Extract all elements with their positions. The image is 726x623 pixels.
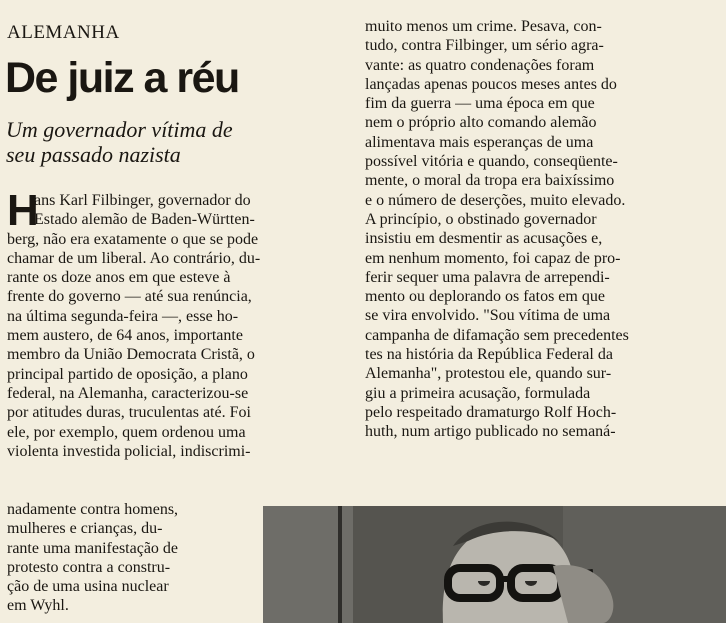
body-text-line: em nenhum momento, foi capaz de pro- [365, 249, 621, 267]
body-text-line: protesto contra a constru- [7, 558, 171, 576]
body-text-line: mem austero, de 64 anos, importante [7, 327, 243, 345]
body-text-line: em Wyhl. [7, 597, 69, 615]
body-text-line: A princípio, o obstinado governador [365, 210, 597, 228]
body-text-line: na última segunda-feira —, esse ho- [7, 307, 239, 325]
body-text-line: ção de uma usina nuclear [7, 578, 169, 596]
section-label: ALEMANHA [7, 22, 120, 43]
body-text-line: campanha de difamação sem precedentes [365, 326, 629, 344]
body-text-line: nadamente contra homens, [7, 501, 179, 518]
body-text-line: principal partido de oposição, a plano [7, 365, 248, 383]
body-text-line: alimentava mais esperanças de uma [365, 133, 594, 151]
deck-line: Um governador vítima de [6, 117, 233, 142]
body-text-line: frente do governo — até sua renúncia, [7, 288, 252, 306]
deck-line: seu passado nazista [6, 142, 181, 167]
body-column-left-continued [7, 500, 257, 616]
body-text-line: rante os doze anos em que esteve à [7, 269, 231, 287]
body-text-line: federal, na Alemanha, caracterizou-se [7, 384, 249, 402]
body-text-line: ele, por exemplo, quem ordenou uma [7, 423, 246, 441]
portrait-illustration [263, 506, 726, 623]
body-text-line: insistiu em desmentir as acusações e, [365, 230, 603, 248]
body-text-line: huth, num artigo publicado no semaná- [365, 423, 616, 441]
body-text-line: tes na história da República Federal da [365, 346, 613, 364]
body-text-line: pelo respeitado dramaturgo Rolf Hoch- [365, 403, 617, 421]
body-text-line: mento ou deplorando os fatos em que [365, 288, 605, 306]
body-text-line: vante: as quatro condenações foram [365, 56, 595, 74]
body-column-left [7, 186, 347, 461]
body-text-line: mulheres e crianças, du- [7, 520, 163, 538]
body-column-right [365, 17, 719, 442]
body-text-line: fim da guerra — uma época em que [365, 95, 595, 113]
body-text-line: ferir sequer uma palavra de arrependi- [365, 268, 610, 286]
body-text-line: berg, não era exatamente o que se pode [7, 230, 259, 248]
deck [6, 117, 326, 167]
drop-cap: H [7, 186, 39, 235]
body-text-line: giu a primeira acusação, formulada [365, 384, 591, 402]
body-text-line: possível vitória e quando, conseqüente- [365, 153, 618, 171]
body-text-line: muito menos um crime. Pesava, con- [365, 18, 602, 35]
body-text-line: se vira envolvido. "Sou vítima de uma [365, 307, 611, 325]
body-text-line: rante uma manifestação de [7, 539, 179, 557]
body-text-line: e o número de deserções, muito elevado. [365, 191, 626, 209]
body-text-line: ans Karl Filbinger, governador do [34, 192, 251, 209]
body-text-line: mente, o moral da tropa era baixíssimo [365, 172, 615, 190]
portrait-photo [263, 506, 726, 623]
body-text-line: Alemanha", protestou ele, quando sur- [365, 365, 612, 383]
body-text-line: tudo, contra Filbinger, um sério agra- [365, 37, 604, 55]
body-text-line: chamar de um liberal. Ao contrário, du- [7, 249, 261, 267]
body-text-line: lançadas apenas poucos meses antes do [365, 75, 617, 93]
headline: De juiz a réu [5, 54, 239, 102]
body-text-line: membro da União Democrata Cristã, o [7, 346, 255, 364]
body-text-line: violenta investida policial, indiscrimi- [7, 442, 251, 460]
body-text-line: nem o próprio alto comando alemão [365, 114, 597, 132]
body-text-line: por atitudes duras, truculentas até. Foi [7, 404, 251, 422]
body-text-line: Estado alemão de Baden-Württen- [34, 211, 255, 229]
